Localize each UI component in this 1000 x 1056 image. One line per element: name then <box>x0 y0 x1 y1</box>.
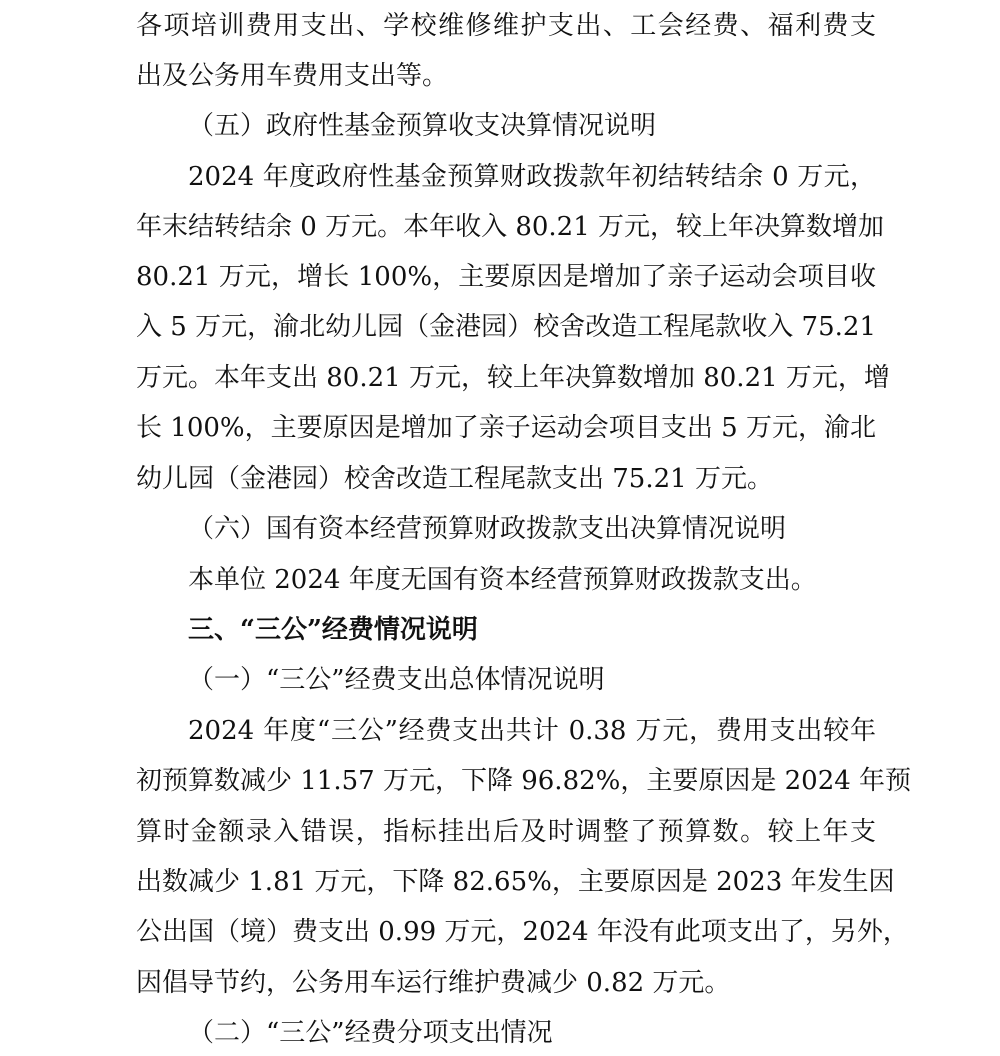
body-text-line: 因倡导节约，公务用车运行维护费减少 0.82 万元。 <box>136 968 731 998</box>
body-text-line: 本单位 2024 年度无国有资本经营预算财政拨款支出。 <box>188 565 817 595</box>
body-text-line: 出及公务用车费用支出等。 <box>136 61 449 91</box>
body-text-line: 幼儿园（金港园）校舍改造工程尾款支出 75.21 万元。 <box>136 464 773 494</box>
body-text-line: 80.21 万元，增长 100%，主要原因是增加了亲子运动会项目收 <box>136 262 876 292</box>
body-text-line: 长 100%，主要原因是增加了亲子运动会项目支出 5 万元，渝北 <box>136 413 876 443</box>
body-text-line: 入 5 万元，渝北幼儿园（金港园）校舍改造工程尾款收入 75.21 <box>136 312 876 342</box>
body-text-line: 2024 年度政府性基金预算财政拨款年初结转结余 0 万元， <box>188 162 876 192</box>
body-text-line: 初预算数减少 11.57 万元，下降 96.82%，主要原因是 2024 年预 <box>136 766 912 796</box>
chapter-heading: 三、“三公”经费情况说明 <box>188 615 478 645</box>
section-heading: （六）国有资本经营预算财政拨款支出决算情况说明 <box>188 514 787 544</box>
section-heading: （二）“三公”经费分项支出情况 <box>188 1018 553 1048</box>
section-heading: （五）政府性基金预算收支决算情况说明 <box>188 111 657 141</box>
body-text-line: 年末结转结余 0 万元。本年收入 80.21 万元，较上年决算数增加 <box>136 212 885 242</box>
body-text-line: 出数减少 1.81 万元，下降 82.65%，主要原因是 2023 年发生因 <box>136 867 895 897</box>
body-text-line: 2024 年度“三公”经费支出共计 0.38 万元，费用支出较年 <box>188 716 876 746</box>
body-text-line: 万元。本年支出 80.21 万元，较上年决算数增加 80.21 万元，增 <box>136 363 890 393</box>
body-text-line: 各项培训费用支出、学校维修维护支出、工会经费、福利费支 <box>136 11 876 41</box>
body-text-line: 公出国（境）费支出 0.99 万元，2024 年没有此项支出了，另外， <box>136 917 909 947</box>
body-text-line: 算时金额录入错误，指标挂出后及时调整了预算数。较上年支 <box>136 817 876 847</box>
section-heading: （一）“三公”经费支出总体情况说明 <box>188 665 605 695</box>
